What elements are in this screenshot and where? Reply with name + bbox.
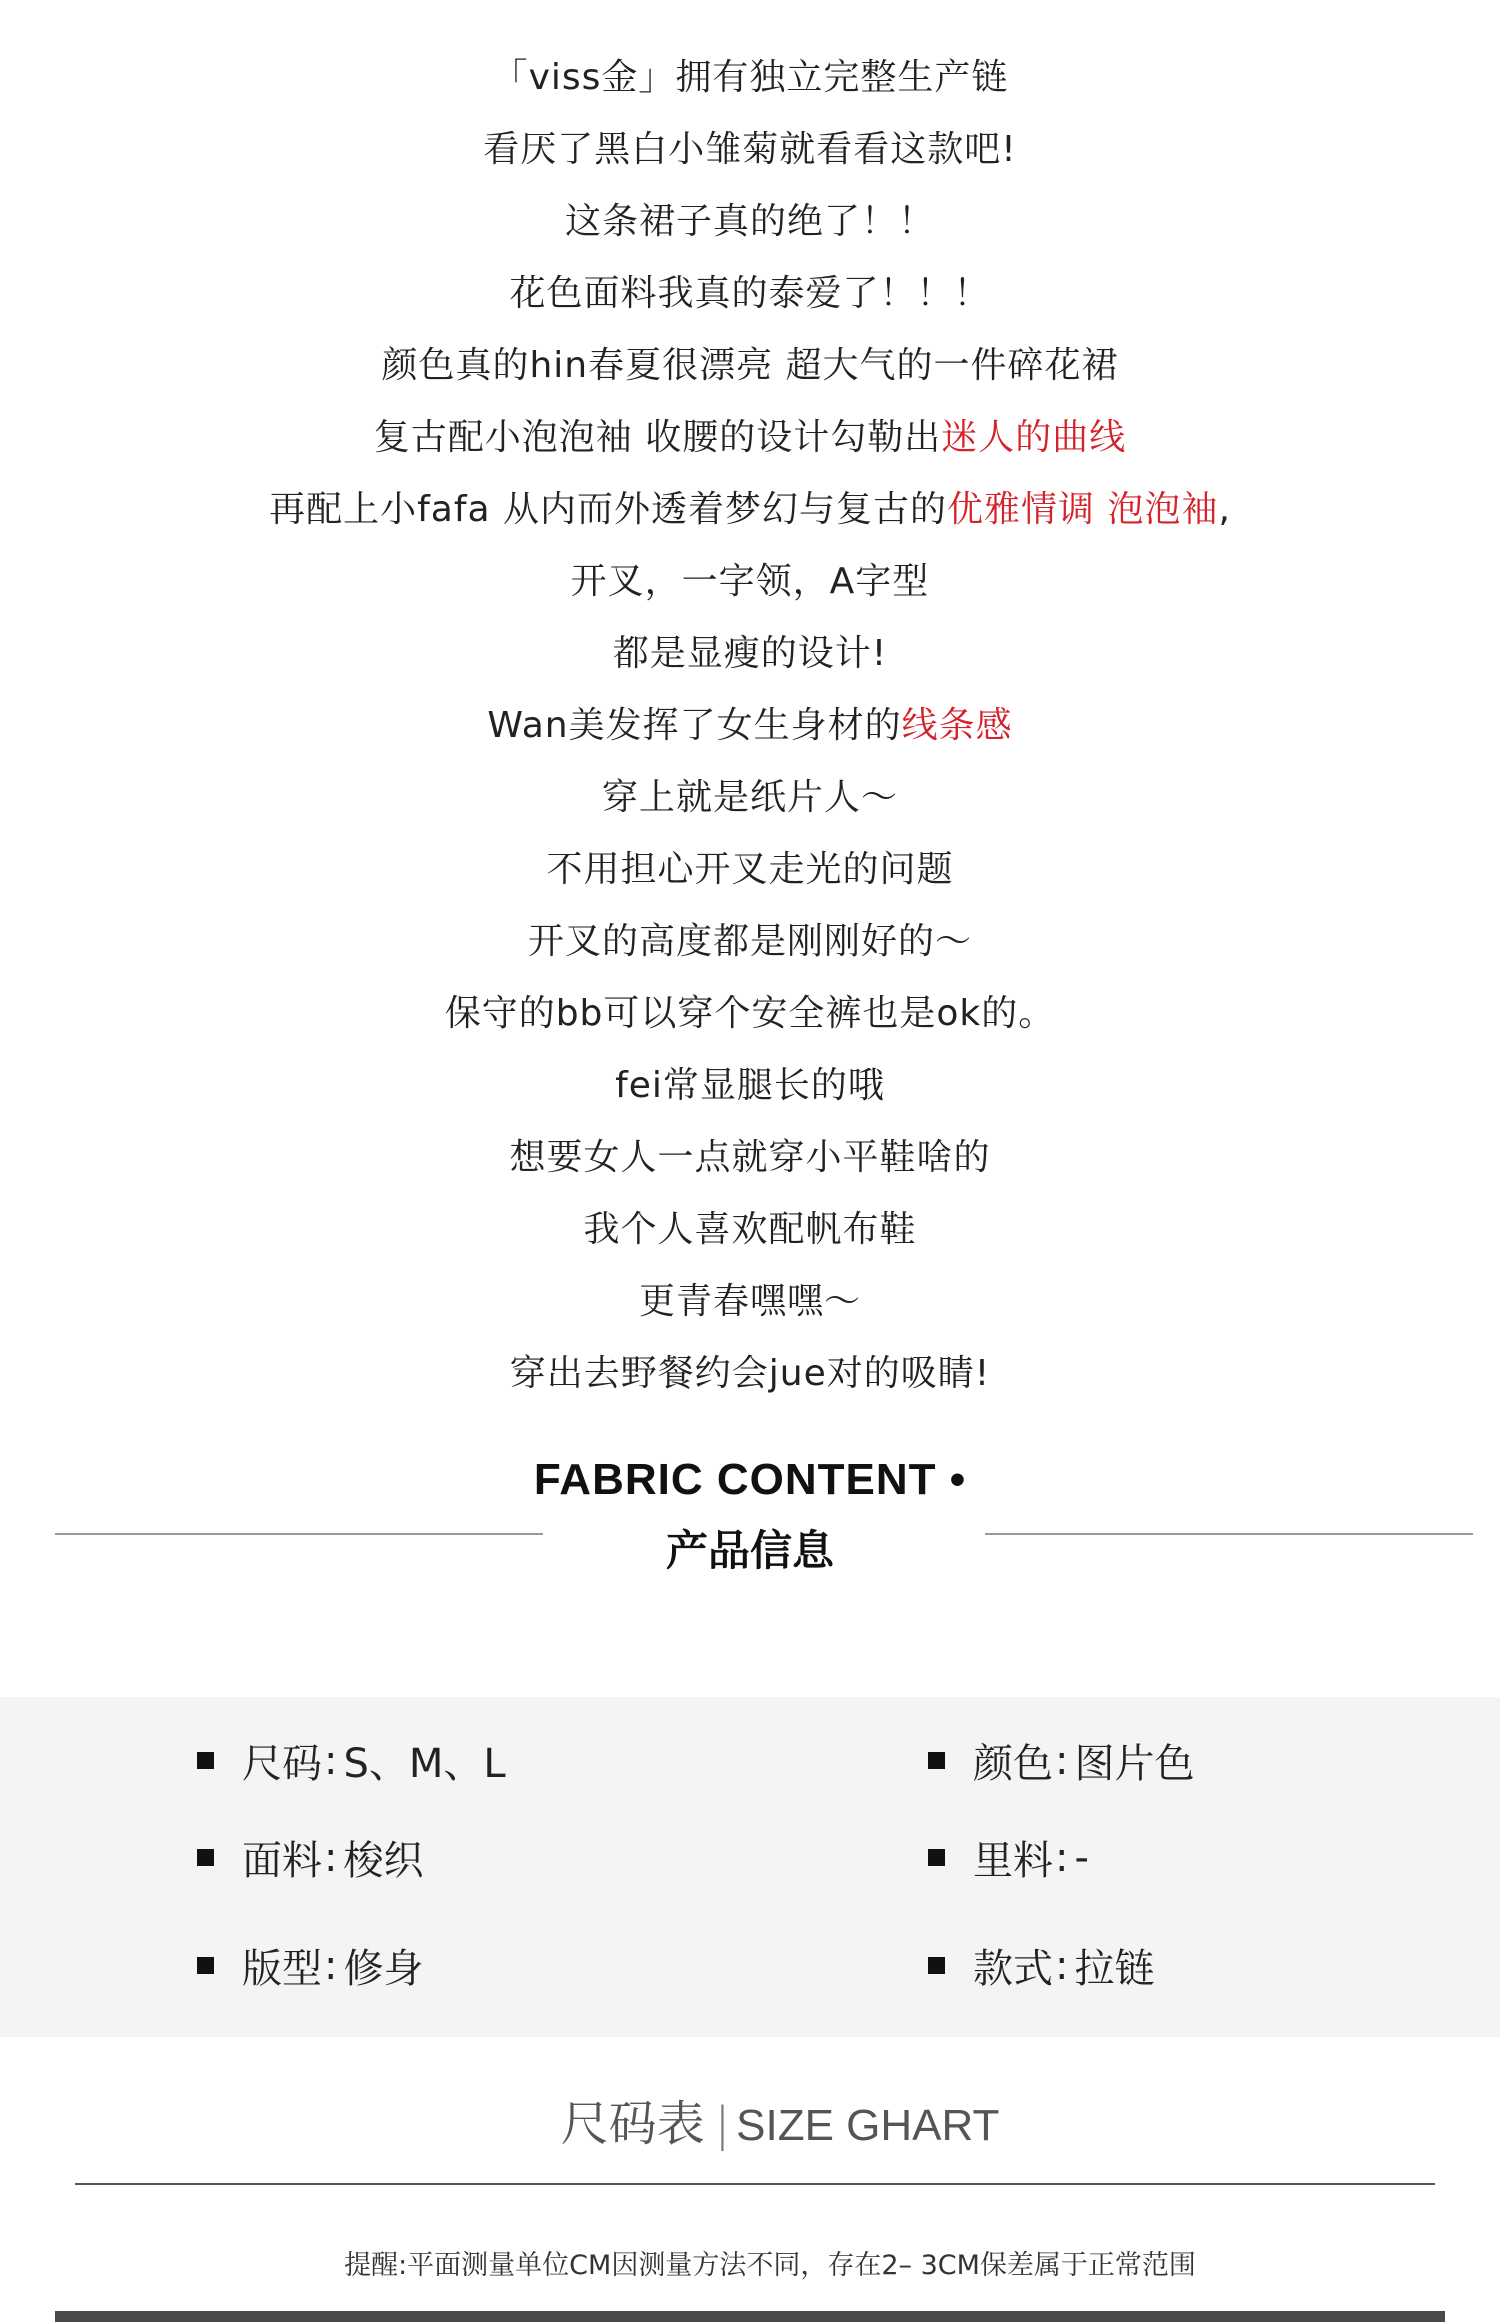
- highlight-text: 迷人的曲线: [941, 417, 1127, 458]
- description-text: 不用担心开叉走光的问题: [546, 849, 954, 890]
- info-fabric-label: 面料: [242, 1838, 322, 1884]
- description-text: Wan美发挥了女生身材的: [487, 705, 902, 746]
- product-info-panel: [0, 1697, 1500, 2037]
- info-size-label: 尺码: [242, 1741, 322, 1787]
- info-lining-label: 里料: [973, 1838, 1053, 1884]
- description-text: 再配上小fafa 从内而外透着梦幻与复古的: [269, 489, 947, 530]
- size-chart-title-en: SIZE GHART: [736, 2101, 1000, 2150]
- description-line: [0, 264, 1500, 336]
- description-text: 复古配小泡泡袖 收腰的设计勾勒出: [373, 417, 942, 458]
- info-color-value: 图片色: [1074, 1741, 1195, 1787]
- description-line: [0, 192, 1500, 264]
- size-chart-title-separator: |: [714, 2097, 731, 2151]
- bullet-square-icon: [197, 1752, 214, 1769]
- description-text: 「viss金」拥有独立完整生产链: [491, 57, 1009, 98]
- table-top-bar: [55, 2311, 1445, 2322]
- description-line: [0, 336, 1500, 408]
- description-line: [0, 696, 1500, 768]
- info-color-label: 颜色: [973, 1741, 1053, 1787]
- description-line: [0, 1128, 1500, 1200]
- description-text: 开叉，一字领，A字型: [570, 561, 930, 602]
- description-line: [0, 1056, 1500, 1128]
- info-color: 颜色 : 图片色: [928, 1732, 1194, 1789]
- description-text: 这条裙子真的绝了！！: [564, 201, 935, 242]
- divider-right: [985, 1533, 1473, 1535]
- description-text: 看厌了黑白小雏菊就看看这款吧!: [483, 129, 1017, 170]
- size-chart-divider: [75, 2183, 1435, 2185]
- fabric-content-title: FABRIC CONTENT •: [533, 1455, 967, 1504]
- info-style-label: 款式: [973, 1946, 1053, 1992]
- info-fit-value: 修身: [343, 1946, 424, 1992]
- info-lining-value: -: [1074, 1834, 1089, 1881]
- description-line: [0, 408, 1500, 480]
- description-text: ,: [1218, 489, 1231, 530]
- description-line: [0, 768, 1500, 840]
- bullet-square-icon: [928, 1752, 945, 1769]
- description-text: 保守的bb可以穿个安全裤也是ok的。: [444, 993, 1056, 1034]
- info-lining: 里料 : -: [928, 1829, 1089, 1886]
- info-style-value: 拉链: [1074, 1946, 1155, 1992]
- description-line: [0, 1344, 1500, 1416]
- description-text: fei常显腿长的哦: [615, 1065, 885, 1106]
- info-size-value: S、M、L: [343, 1741, 506, 1787]
- description-text: 我个人喜欢配帆布鞋: [583, 1209, 917, 1250]
- description-text: 都是显瘦的设计!: [612, 633, 888, 674]
- description-line: [0, 120, 1500, 192]
- info-size: 尺码 : S、M、L: [197, 1732, 506, 1789]
- bullet-square-icon: [197, 1957, 214, 1974]
- highlight-text: 优雅情调 泡泡袖: [947, 489, 1219, 530]
- description-line: [0, 552, 1500, 624]
- description-line: [0, 840, 1500, 912]
- description-line: [0, 48, 1500, 120]
- info-fit: 版型 : 修身: [197, 1937, 423, 1994]
- size-chart-title-cn: 尺码表: [560, 2096, 705, 2152]
- bullet-square-icon: [197, 1849, 214, 1866]
- description-text: 想要女人一点就穿小平鞋啥的: [509, 1137, 991, 1178]
- description-line: [0, 984, 1500, 1056]
- info-fabric-value: 梭织: [343, 1838, 424, 1884]
- info-style: 款式 : 拉链: [928, 1937, 1154, 1994]
- description-line: [0, 912, 1500, 984]
- description-block: [0, 48, 1500, 1416]
- description-line: [0, 1272, 1500, 1344]
- description-line: [0, 624, 1500, 696]
- measurement-note: 提醒:平面测量单位CM因测量方法不同，存在2– 3CM保差属于正常范围: [344, 2250, 1196, 2281]
- description-text: 开叉的高度都是刚刚好的～: [527, 921, 972, 962]
- description-text: 穿出去野餐约会jue对的吸睛!: [509, 1353, 991, 1394]
- description-text: 颜色真的hin春夏很漂亮 超大气的一件碎花裙: [381, 345, 1119, 386]
- bullet-square-icon: [928, 1849, 945, 1866]
- product-info-heading: 产品信息: [665, 1526, 834, 1575]
- info-fit-label: 版型: [242, 1946, 322, 1992]
- description-text: 更青春嘿嘿～: [638, 1281, 861, 1322]
- info-fabric: 面料 : 梭织: [197, 1829, 423, 1886]
- highlight-text: 线条感: [901, 705, 1013, 746]
- description-text: 花色面料我真的泰爱了！！！: [509, 273, 991, 314]
- description-text: 穿上就是纸片人～: [601, 777, 898, 818]
- size-chart-title: [0, 2085, 1500, 2154]
- bullet-square-icon: [928, 1957, 945, 1974]
- description-line: [0, 480, 1500, 552]
- description-line: [0, 1200, 1500, 1272]
